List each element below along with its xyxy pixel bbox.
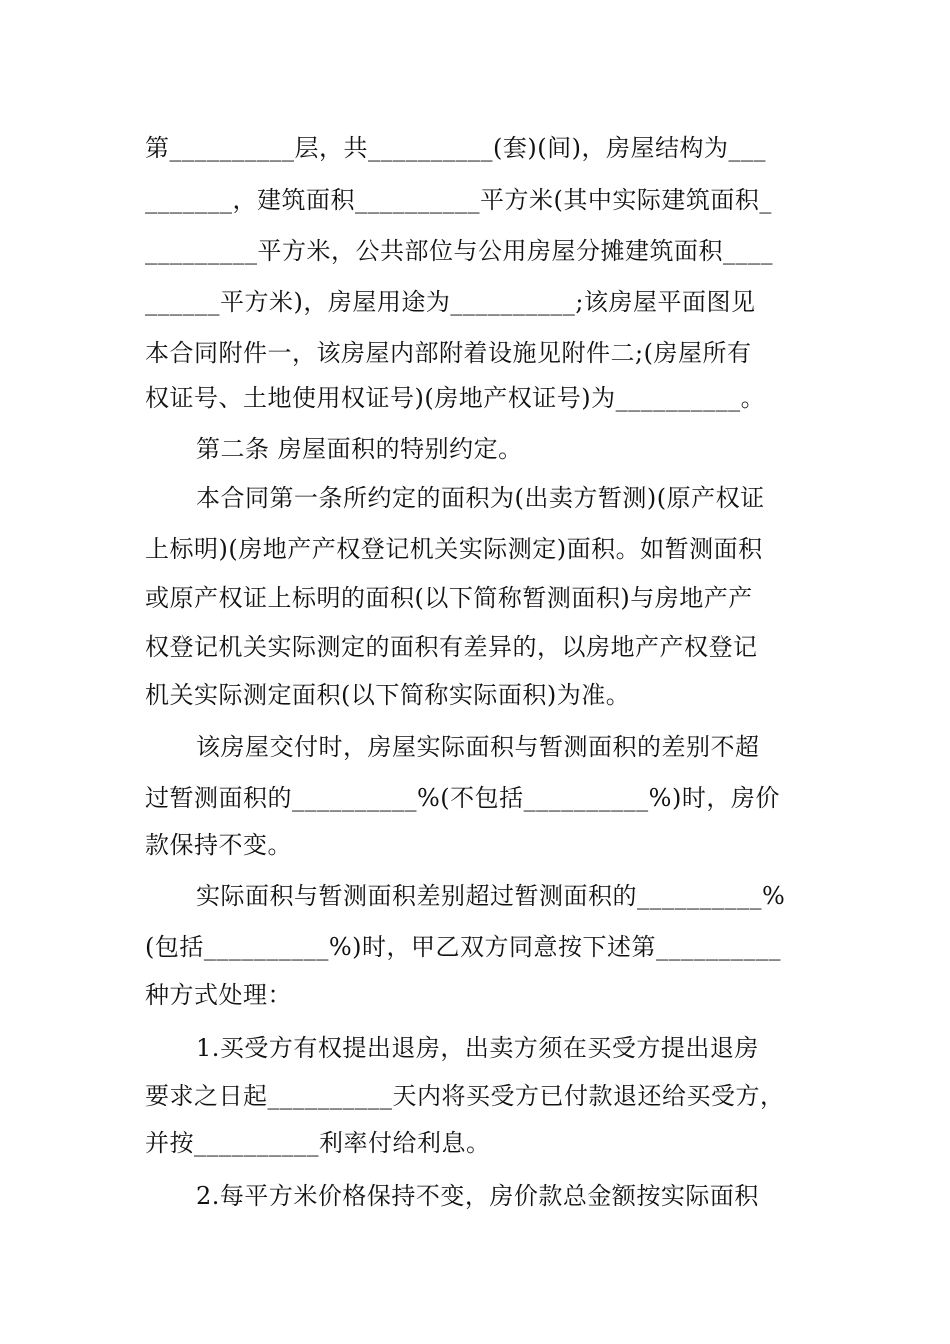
list-item: 1.买受方有权提出退房，出卖方须在买受方提出退房 [196,1034,759,1062]
text-line: 款保持不变。 [145,831,292,859]
text-line: 过暂测面积的__________%(不包括__________%)时，房价 [145,784,780,812]
text-line: 本合同第一条所约定的面积为(出卖方暂测)(原产权证 [196,484,765,512]
text-line: 权证号、土地使用权证号)(房地产权证号)为__________。 [145,384,766,412]
text-line: 该房屋交付时，房屋实际面积与暂测面积的差别不超 [196,733,760,761]
text-line: _________平方米，公共部位与公用房屋分摊建筑面积____ [145,237,773,265]
text-line: 第__________层，共__________(套)(间)，房屋结构为___ [145,134,766,162]
text-line: 上标明)(房地产产权登记机关实际测定)面积。如暂测面积 [145,535,763,563]
text-line: 实际面积与暂测面积差别超过暂测面积的__________% [196,882,786,910]
text-line: 或原产权证上标明的面积(以下简称暂测面积)与房地产产 [145,584,753,612]
list-item: 2.每平方米价格保持不变，房价款总金额按实际面积 [196,1182,759,1210]
text-line: _______，建筑面积__________平方米(其中实际建筑面积_ [145,186,772,214]
text-line: 并按__________利率付给利息。 [145,1129,491,1157]
text-line: 要求之日起__________天内将买受方已付款退还给买受方， [145,1082,785,1110]
text-line: 种方式处理： [145,981,292,1009]
text-line: 权登记机关实际测定的面积有差异的，以房地产产权登记 [145,633,758,661]
text-line: (包括__________%)时，甲乙双方同意按下述第__________ [145,933,782,961]
section-heading: 第二条 房屋面积的特别约定。 [196,435,523,463]
text-line: 机关实际测定面积(以下简称实际面积)为准。 [145,681,631,709]
text-line: 本合同附件一，该房屋内部附着设施见附件二;(房屋所有 [145,339,752,367]
text-line: ______平方米)，房屋用途为__________;该房屋平面图见 [145,288,756,316]
